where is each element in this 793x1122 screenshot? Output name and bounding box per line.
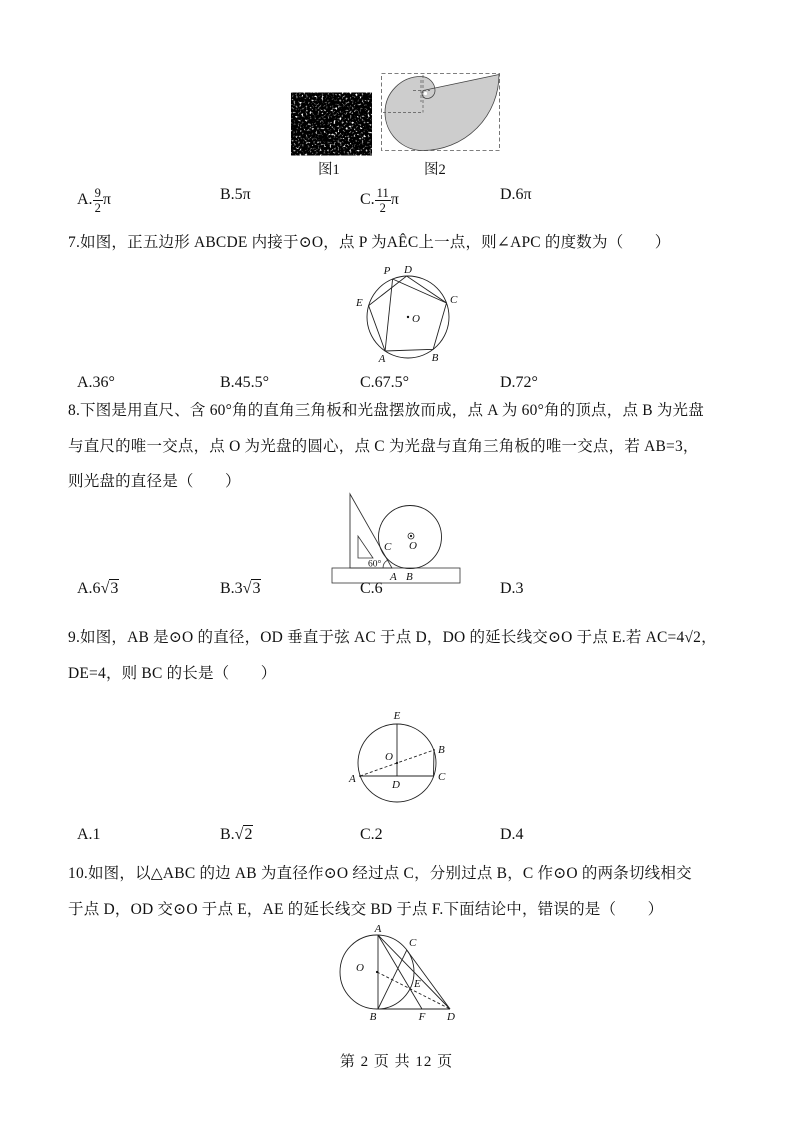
question-8-line-2: 与直尺的唯一交点，点 O 为光盘的圆心，点 C 为光盘与直角三角板的唯一交点，若 AB=3， bbox=[68, 438, 699, 455]
figure-sunflower-photo bbox=[298, 98, 365, 150]
sqrt-expression: √2 bbox=[234, 826, 253, 843]
fraction-numerator: 11 bbox=[376, 186, 389, 200]
question-10-line-2: 于点 D，OD 交⊙O 于点 E，AE 的延长线交 BD 于点 F.下面结论中，错误的是（ ） bbox=[68, 901, 664, 918]
label-C: C bbox=[409, 937, 417, 949]
label-O: O bbox=[409, 540, 417, 552]
sqrt-radicand: 2 bbox=[244, 826, 253, 843]
q7-option-b: B.45.5° bbox=[220, 374, 270, 391]
fraction bbox=[375, 186, 391, 215]
q8-option-d: D.3 bbox=[500, 580, 524, 597]
question-9-line-1: 9.如图，AB 是⊙O 的直径，OD 垂直于弦 AC 于点 D，DO 的延长线交⊙O 于点 E.若 AC=4√2， bbox=[68, 629, 717, 646]
q8-disc bbox=[379, 506, 442, 569]
label-A: A bbox=[349, 773, 356, 785]
label-D: D bbox=[392, 779, 400, 791]
question-7-text: 7.如图，正五边形 ABCDE 内接于⊙O，点 P 为AÊC上一点，则∠APC 的度数为（ ） bbox=[68, 234, 671, 251]
sqrt-radicand: 3 bbox=[110, 580, 119, 597]
label-D: D bbox=[447, 1011, 455, 1023]
q6-option-d: D.6π bbox=[500, 186, 532, 203]
q6-option-a-suffix: π bbox=[102, 190, 111, 208]
q8-option-b-pre: B.3 bbox=[220, 580, 243, 597]
q7-option-a: A.36° bbox=[77, 374, 115, 391]
q8-option-c: C.6 bbox=[360, 580, 383, 597]
sqrt-radicand: 3 bbox=[252, 580, 261, 597]
q9-center-dot bbox=[396, 762, 398, 764]
q9-options-row bbox=[0, 826, 793, 858]
q9-option-c: C.2 bbox=[360, 826, 383, 843]
q6-option-c-label: C. bbox=[360, 190, 375, 208]
sqrt-expression: √3 bbox=[100, 580, 119, 597]
label-P: P bbox=[383, 265, 391, 277]
fraction-denominator: 2 bbox=[379, 201, 386, 215]
q6-option-a bbox=[77, 186, 111, 215]
q9-option-a: A.1 bbox=[77, 826, 101, 843]
label-E: E bbox=[414, 978, 421, 990]
question-8-line-1: 8.下图是用直尺、含 60°角的直角三角板和光盘摆放而成，点 A 为 60°角的顶点，点 B 为光盘 bbox=[68, 402, 704, 419]
q9-point-A-dot bbox=[359, 775, 361, 777]
label-O: O bbox=[356, 962, 364, 974]
label-C: C bbox=[384, 541, 392, 553]
figure-q10-circle-tangents bbox=[312, 924, 482, 1024]
q9-option-b-pre: B. bbox=[220, 826, 235, 843]
figure-q8-disc-setsquare bbox=[330, 486, 470, 586]
label-C: C bbox=[438, 771, 446, 783]
fraction-denominator: 2 bbox=[94, 201, 101, 215]
q7-option-c: C.67.5° bbox=[360, 374, 410, 391]
spiral-eye bbox=[424, 92, 427, 95]
sqrt-expression: √3 bbox=[242, 580, 261, 597]
q9-segment-BC bbox=[434, 750, 435, 776]
label-C: C bbox=[450, 294, 458, 306]
q8-center-dot bbox=[410, 535, 412, 537]
q9-point-B-dot bbox=[433, 749, 435, 751]
label-B: B bbox=[438, 744, 445, 756]
label-O: O bbox=[412, 313, 420, 325]
q8-options-row bbox=[0, 580, 793, 612]
sunflower-texture bbox=[298, 98, 365, 150]
label-E: E bbox=[393, 710, 401, 722]
q9-option-b bbox=[220, 826, 253, 844]
label-A: A bbox=[378, 353, 386, 365]
figure-2-caption: 图2 bbox=[424, 162, 446, 178]
q7-center-dot bbox=[407, 316, 409, 318]
label-B: B bbox=[431, 352, 439, 364]
page-footer: 第 2 页 共 12 页 bbox=[339, 1054, 454, 1070]
fraction bbox=[93, 186, 103, 215]
q7-option-d: D.72° bbox=[500, 374, 538, 391]
figure-q9-circle-chords bbox=[332, 708, 482, 813]
label-B: B bbox=[369, 1011, 377, 1023]
q6-options-row bbox=[0, 186, 793, 218]
label-F: F bbox=[418, 1011, 426, 1023]
q6-option-c bbox=[360, 186, 399, 215]
question-8-line-3: 则光盘的直径是（ ） bbox=[68, 473, 241, 490]
figure-golden-spiral bbox=[380, 72, 501, 152]
q6-option-c-suffix: π bbox=[390, 190, 399, 208]
q8-set-square-hole bbox=[358, 536, 373, 558]
question-10-line-1: 10.如图，以△ABC 的边 AB 为直径作⊙O 经过点 C，分别过点 B，C 作⊙O 的两条切线相交 bbox=[68, 865, 692, 882]
label-60-degrees: 60° bbox=[368, 559, 382, 570]
label-B: B bbox=[406, 571, 413, 583]
q6-option-b: B.5π bbox=[220, 186, 251, 203]
q8-option-b bbox=[220, 580, 261, 598]
label-D: D bbox=[404, 264, 412, 276]
q9-option-d: D.4 bbox=[500, 826, 524, 843]
q8-angle-arc bbox=[383, 560, 388, 568]
fraction-numerator: 9 bbox=[94, 186, 101, 200]
q8-option-a-pre: A.6 bbox=[77, 580, 101, 597]
figure-1-caption: 图1 bbox=[318, 162, 340, 178]
q10-center-dot bbox=[376, 971, 378, 973]
q8-option-a bbox=[77, 580, 119, 598]
label-A: A bbox=[374, 923, 382, 935]
label-E: E bbox=[356, 297, 363, 309]
spiral-shape bbox=[385, 75, 499, 151]
question-9-line-2: DE=4，则 BC 的长是（ ） bbox=[68, 665, 277, 682]
q6-option-a-label: A. bbox=[77, 190, 93, 208]
label-A: A bbox=[390, 571, 397, 583]
label-O: O bbox=[385, 751, 393, 763]
figure-q7-pentagon bbox=[342, 264, 478, 368]
